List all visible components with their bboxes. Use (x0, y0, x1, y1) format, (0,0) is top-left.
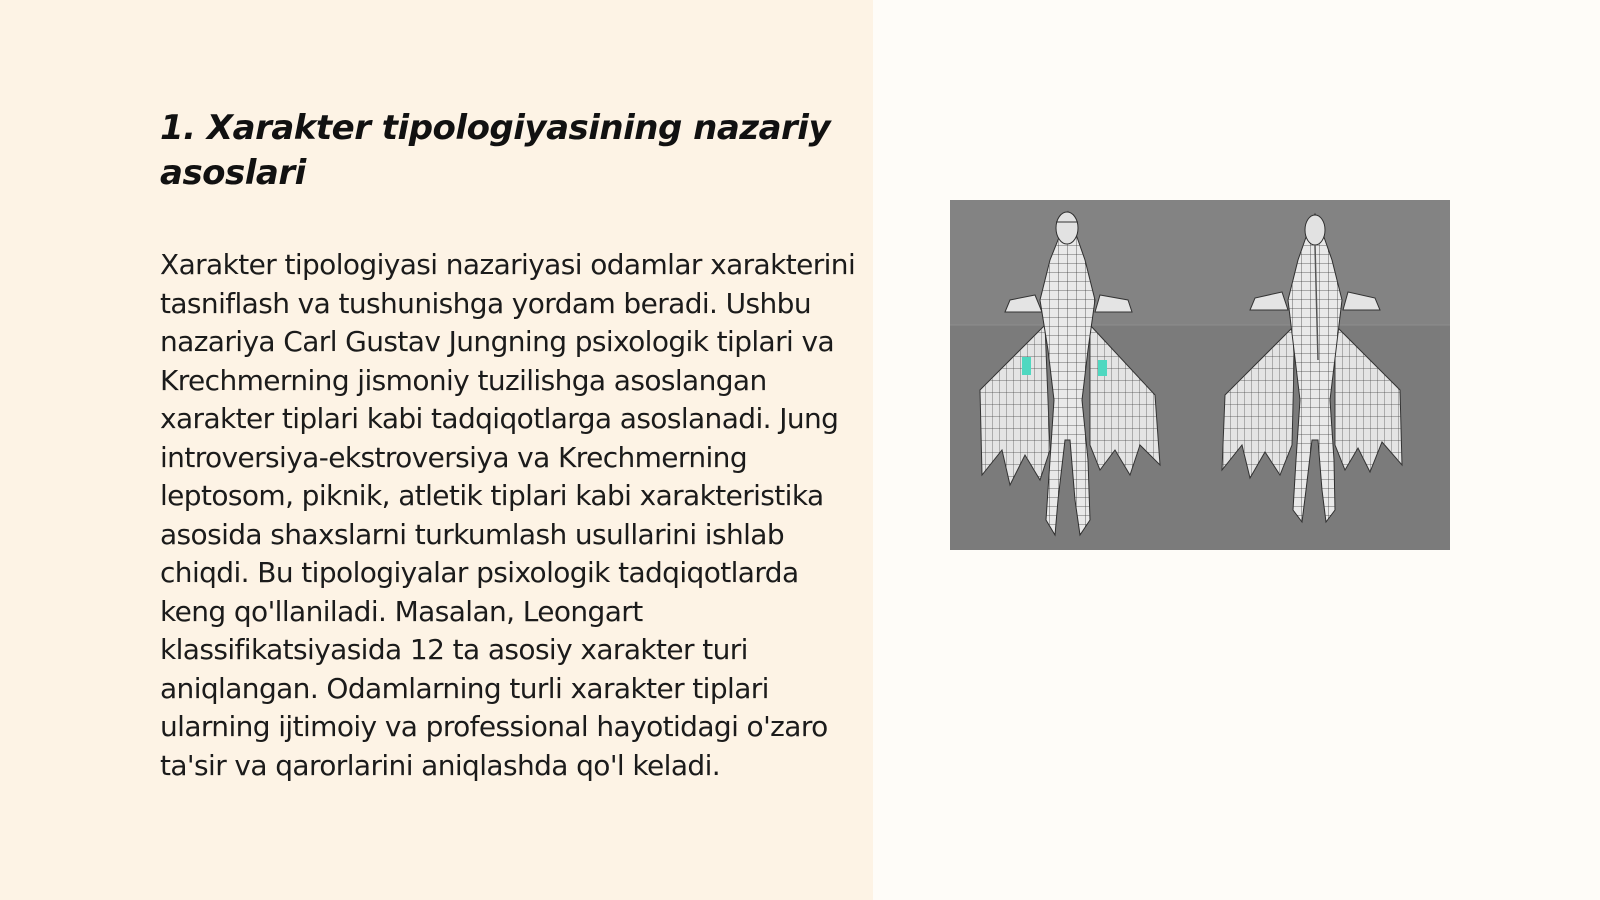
slide-title: 1. Xarakter tipologiyasining nazariy asoslari (160, 108, 831, 193)
slide-body-text: Xarakter tipologiyasi nazariyasi odamlar xarakterini tasniflash va tushunishga yordam beradi. Ushbu nazariya Carl Gustav Jungning psixologik tiplari va Krechmerning jismoniy tuzilishga asoslangan xarakter tiplari kabi tadqiqotlarga asoslanadi. Jung introversiya-ekstroversiya va Krechmerning leptosom, piknik, atletik tiplari kabi xarakteristika asosida shaxslarni turkumlash usullarini ishlab chiqdi. Bu tipologiyalar psixologik tadqiqotlarda keng qo'llaniladi. Masalan, Leongart klassifikatsiyasida 12 ta asosiy xarakter turi aniqlangan. Odamlarning turli xarakter tiplari ularning ijtimoiy va professional hayotidagi o'zaro ta'sir va qarorlarini aniqlashda qo'l keladi. (160, 248, 856, 782)
wireframe-model-image (950, 200, 1450, 550)
wireframe-figures-svg (950, 200, 1450, 550)
